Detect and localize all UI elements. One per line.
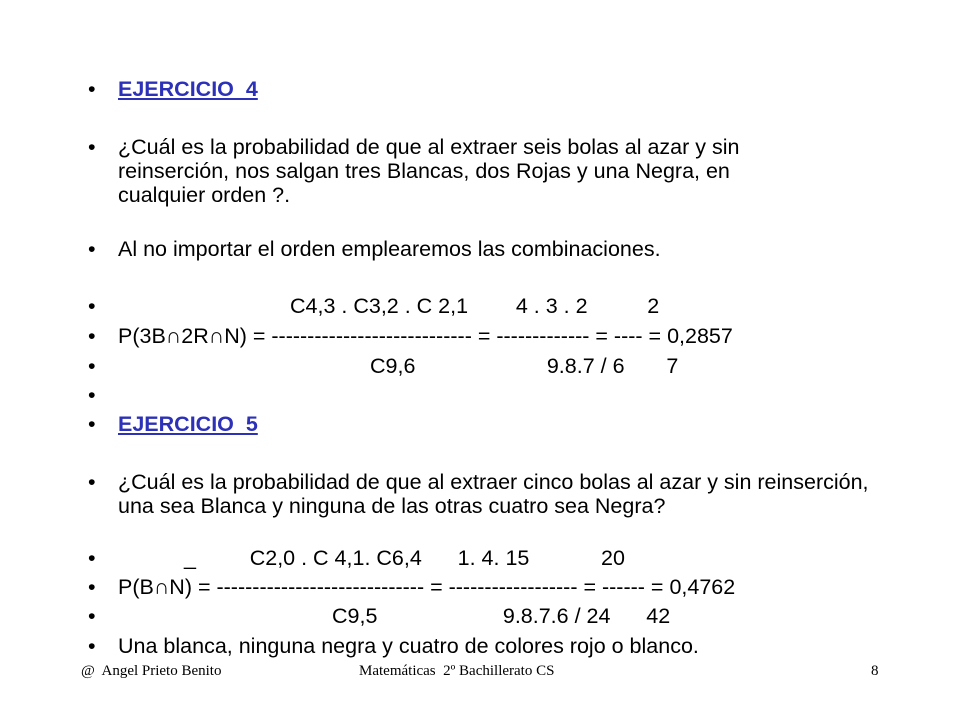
ej5-numerator: _ C2,0 . C 4,1. C6,4 1. 4. 15 20 (184, 546, 625, 570)
ej5-question-item (88, 470, 948, 542)
bullet-icon: • (88, 575, 96, 599)
footer-page-number: 8 (871, 663, 879, 679)
bullet-icon: • (88, 383, 96, 407)
ej4-numerator: C4,3 . C3,2 . C 2,1 4 . 3 . 2 2 (290, 294, 660, 318)
ej5-denominator: C9,5 9.8.7.6 / 24 42 (332, 604, 671, 628)
footer-author: @ Angel Prieto Benito (81, 663, 222, 679)
bullet-icon: • (88, 634, 96, 658)
ej4-note: Al no importar el orden emplearemos las combinaciones. (118, 237, 661, 261)
bullet-icon: • (88, 135, 96, 159)
bullet-icon: • (88, 324, 96, 348)
ej5-conclusion: Una blanca, ninguna negra y cuatro de colores rojo o blanco. (118, 634, 699, 658)
bullet-icon: • (88, 546, 96, 570)
bullet-icon: • (88, 470, 96, 494)
ej4-denominator: C9,6 9.8.7 / 6 7 (370, 354, 679, 378)
bullet-icon: • (88, 294, 96, 318)
ej5-question: ¿Cuál es la probabilidad de que al extraer cinco bolas al azar y sin reinserción, una sea Blanca y ninguna de las otras cuatro sea Negra? (118, 470, 869, 518)
ej4-heading[interactable]: EJERCICIO 4 (118, 77, 258, 101)
ej4-question-item (88, 135, 948, 207)
bullet-icon: • (88, 77, 96, 101)
ej4-question: ¿Cuál es la probabilidad de que al extraer seis bolas al azar y sin reinserción, nos salgan tres Blancas, dos Rojas y una Negra, en cualquier orden ?. (118, 135, 740, 207)
ej4-equation: P(3B∩2R∩N) = ---------------------------- = ------------- = ---- = 0,2857 (118, 324, 733, 348)
bullet-icon: • (88, 354, 96, 378)
bullet-icon: • (88, 237, 96, 261)
bullet-icon: • (88, 412, 96, 436)
ej5-equation: P(B∩N) = ----------------------------- = ------------------ = ------ = 0,4762 (118, 575, 736, 599)
bullet-icon: • (88, 604, 96, 628)
footer-course: Matemáticas 2º Bachillerato CS (359, 663, 555, 679)
ej5-heading[interactable]: EJERCICIO 5 (118, 412, 258, 436)
